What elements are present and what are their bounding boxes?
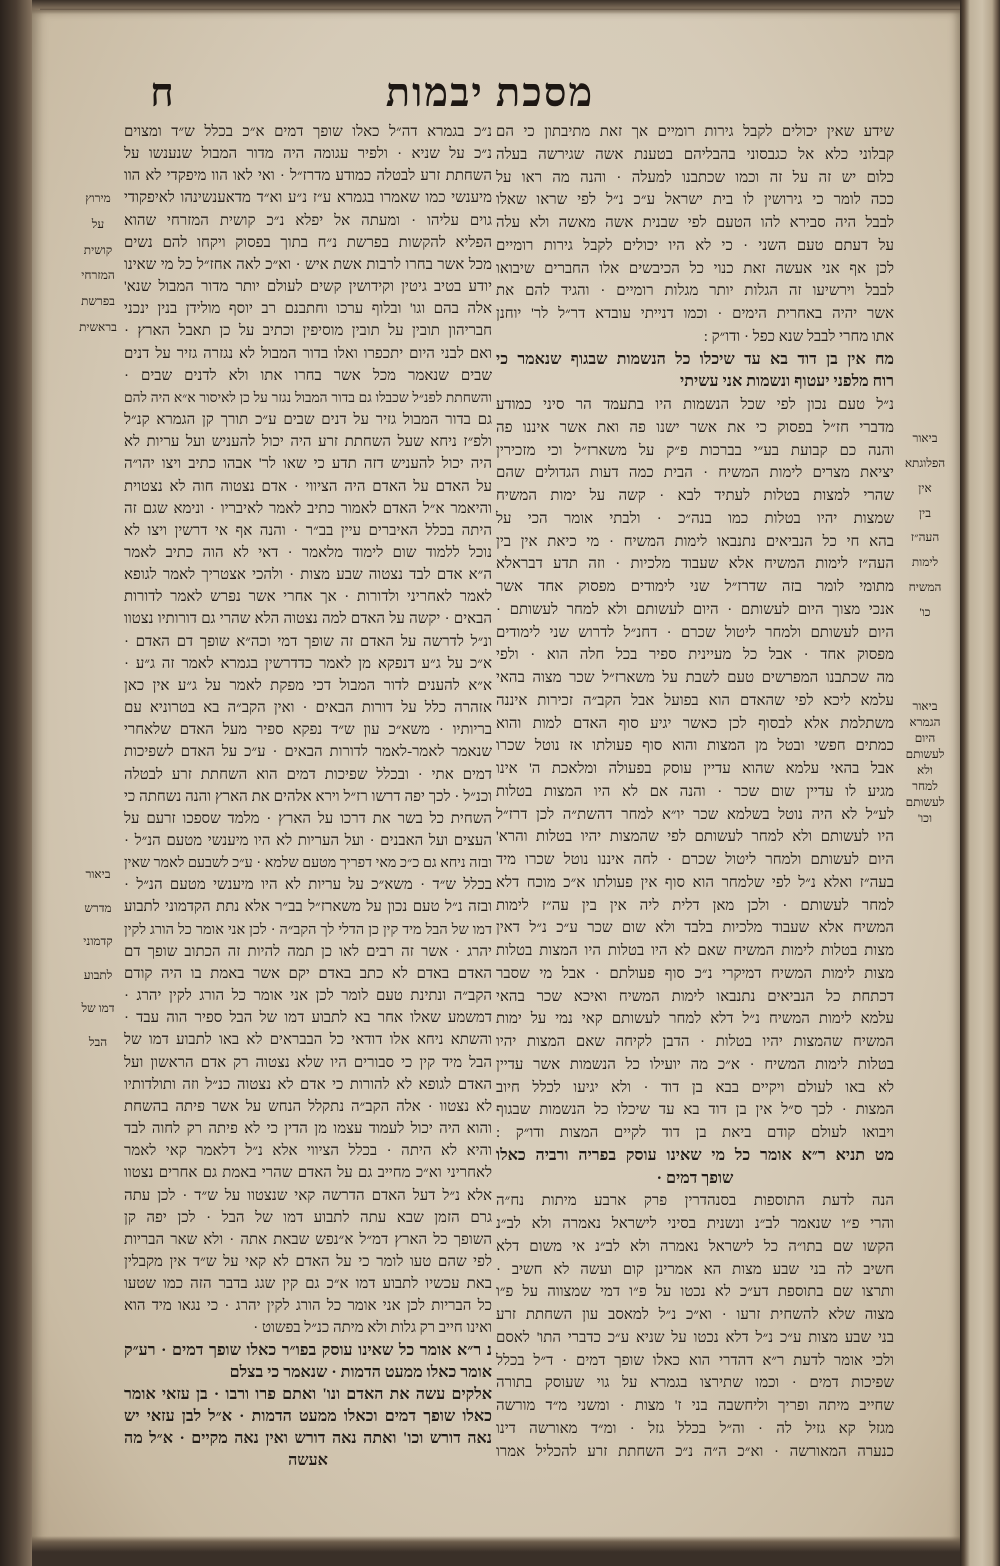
text-line: שהרי למצות בטלות לעתיד לבא · קשה על ימות המשיח xyxy=(496,488,894,504)
text-line: אשר יהיה באחרית הימים · וכמו דנייתי עובדא דר״ל לר' יוחנן xyxy=(496,306,894,322)
text-line: דכתחת כל הנביאים נתנבאו לימות המשיח ואיכא שכר בהאי xyxy=(496,988,894,1005)
text-line: מיענשי כמו שאמרו בגמרא ע״ז נ״ע וא״ד מדאענשינהו לאיפקודי xyxy=(124,190,492,207)
left-text-column xyxy=(124,122,492,1472)
text-line: גרם הזמן שבא עתה לתבוע דמו של הבל · לכן יפה קן xyxy=(124,1209,492,1226)
margin-note-line: לימות xyxy=(911,555,939,570)
text-line: שמצות יהיו בטלות כמו בנה״כ · ולבתי אומר הכי על xyxy=(496,510,894,527)
text-line: עלמא ליכא לפי שהאדם הוא בפועל אבל הקב״ה זכירות איננה xyxy=(496,692,894,709)
text-line: מצות לימות המשיח דמיקרי נ״כ סוף פעולתם · אבל מי שסבר xyxy=(496,965,894,982)
text-line: הבל מיד קין כי סבורים היו שלא נצטוה רק אדם הראשון ועל xyxy=(124,1054,492,1071)
text-line: והרי פ״ו שנאמר לב״נ ונשנית בסיני לישראל נאמרה ולא לב״נ xyxy=(496,1216,894,1232)
text-line: הקשו שם בתו״ה כל לישראל נאמרה ולא לב״נ אי משום דלא xyxy=(496,1238,894,1255)
text-line: מפסוק אחד · אבל כל מעיינית ספיר בכל חלה הוא · ולפי xyxy=(496,647,894,664)
text-line: לבבל וירשיעו זה הגלות יותר מגלות רומיים · והגיד להם את xyxy=(496,283,894,300)
text-line: הנה לדעת התוספות בסנהדרין פרק ארבע מיתות נח״ה xyxy=(496,1193,894,1210)
text-line: אזהרה כלל על דורות הבאים · ואין הקב״ה בא בטרוניא עם xyxy=(124,700,492,717)
margin-note-left-lower xyxy=(70,866,126,1050)
bottom-edge-shadow xyxy=(32,1536,960,1566)
text-line: שפיכות דמים · וכמו שתירצו בגמרא על גוי שעוסק בתורה xyxy=(496,1375,894,1392)
text-line: האדם לגופא לא להורות כי אדם לא נצטוה כנ״ל וזה ותולדותיו xyxy=(124,1076,492,1093)
margin-note-line: בין xyxy=(919,505,931,520)
right-text-column xyxy=(496,122,894,1462)
text-line: מתומי לומר בזה שדרז״ל שני לימודים מפסוק אחד אשר xyxy=(496,579,894,595)
margin-note-right-lower xyxy=(896,698,954,826)
text-line: יציאת מצרים לימות המשיח · הבית כמה דעות הגדולים שהם xyxy=(496,465,894,482)
page-title: מסכת יבמות xyxy=(385,70,595,115)
text-line: על דעתם טעם השני · כי לא היו יכולים לקבל גירות רומיים xyxy=(496,237,894,254)
text-line: שחייב מיתה ופריך וליחשבה בני ז' מצות · ומשני מ״ד מורשה xyxy=(496,1398,894,1414)
text-line: אתו מחרי לבבל שנא כפל · ודו״ק : xyxy=(703,328,894,345)
text-line: נוכל ללמוד שום לימוד מלאמר · דאי לא הוה כתיב לאמר xyxy=(124,544,492,561)
margin-note-line: הגמרא xyxy=(909,715,941,729)
text-line: העצים ועל האבנים · ועל העריות לא היו מיענשי מטעם הנ״ל · xyxy=(124,833,492,849)
margin-note-line: קושית xyxy=(83,242,113,257)
text-line: בני שבע מצות ע״כ נ״ל דלא נכטו על שניא ע״כ כדברי התו' לאסם xyxy=(496,1329,894,1346)
margin-note-line: בפרשת xyxy=(81,294,115,309)
text-line: והשחתת לפנ״ל שכבלו גם בדור המבול נגזר על כן לאיסור א״א היה להם xyxy=(124,389,492,405)
text-line: מט תניא ר״א אומר כל מי שאינו עוסק בפריה ורביה כאלו xyxy=(496,1146,894,1164)
margin-note-line: למחר xyxy=(912,779,938,793)
margin-note-line: הבל xyxy=(88,1034,108,1049)
text-line: קבלוני כלא אל כגבסוני בהבליהם בטענת אשה שגירשה בעלה xyxy=(496,146,894,163)
text-line: שבים שנאמר מכל אשר בחרו אתו ולא לדנים שבים · xyxy=(124,367,492,384)
text-line: משתלמת אלא לבסוף לכן כאשר יגיע סוף האדם למות והוא xyxy=(496,715,894,732)
margin-note-line: אין xyxy=(918,480,932,495)
margin-note-line: וכו' xyxy=(917,811,933,825)
top-edge-shadow xyxy=(32,0,960,14)
margin-note-line: היום xyxy=(914,731,936,745)
margin-note-line: המזרחי xyxy=(81,268,115,283)
text-line: אבל בהאי עלמא שהוא עדיין עוסק בפעולה ומלאכת ה' אינו xyxy=(496,761,894,777)
text-line: היתה בכלל האיברים עיין בב״ר · והנה אף אי דרשין ויצו לא xyxy=(124,522,492,539)
next-page-edge xyxy=(960,0,1000,1566)
text-line: לפי שהם טעו לומר כי על האדם לא קאי על ש״ד אין מקבלין xyxy=(124,1253,492,1270)
text-line: דמים אתי · ובכלל שפיכות דמים הוא השחתת זרע לבטלה xyxy=(124,766,492,783)
text-line: ולכי אומר לדעת ר״א דהדרי הוא כאלו שופך דמים · ד״ל בכלל xyxy=(496,1352,894,1369)
text-line: שופך דמים · xyxy=(656,1169,734,1187)
text-line: שנאמר לאמר-לאמר לדורות הבאים · ע״כ על האדם לשפיכות xyxy=(124,744,492,761)
text-line: א״א להענים לדור המבול דכי מפקת לאמר על ג״ע אין כאן xyxy=(124,677,492,694)
text-line: המצות · לכך ס״ל אין בן דוד בא עד שיכלו כל הנשמות שבגוף xyxy=(496,1102,894,1119)
text-line: אנכי מצוך היום לעשותם · היום לעשותם ולא למחר לעשותם · xyxy=(496,601,894,618)
text-line: בעה״ז ואלא נ״ל לפי שלמחר הוא סוף אין פעולתו א״כ מוכח דלא xyxy=(496,874,894,891)
text-line: גוים עליהו · ומעתה אל יפלא נ״כ קושית המזרחי שהוא xyxy=(124,212,492,229)
margin-note-line: בראשית xyxy=(79,319,117,334)
text-line: נ״כ על שניא · ולפיר עגומה היה מדור המבול שנענשו על xyxy=(124,146,492,163)
text-line: אומר כאלו ממעט הדמות · שנאמר כי בצלם xyxy=(229,1363,492,1381)
text-line: נאה דורש וכו' ואתה נאה דורש ואין נאה מקיים · א״ל מה xyxy=(124,1430,492,1448)
text-line: ואינו חייב רק גלות ולא מיתה כנ״ל בפשוט · xyxy=(253,1320,492,1337)
margin-note-line: מדרש xyxy=(84,900,112,915)
text-line: אעשה xyxy=(288,1452,328,1470)
text-line: מה שכתבנו המפרשים טעם לשבת על משארז״ל שכר מצוה בהאי xyxy=(496,670,894,686)
text-line: השחתת זרע לבטלה כמודע מדרז״ל · ואי לאו הוו מיפקדי לא הוו xyxy=(124,168,492,185)
margin-note-line: לתבוע xyxy=(83,967,113,982)
text-line: והיא לא היתה · בכלל הציווי אלא נ״ל דלאמר קאי לאמר xyxy=(124,1143,492,1160)
text-line: דמו של הבל מיד קין כן הדלי לך הקב״ה · לכן אני אומר כל הורג לקין xyxy=(124,921,492,938)
margin-note-line: כו' xyxy=(919,604,931,619)
text-line: הקב״ה ונתינת טעם לומר לכן אני אומר כל הורג לקין יהרג · xyxy=(124,988,492,1005)
text-line: ככה לומר כי גירושין לו בית ישראל ע״כ נ״ל לפי שראו שאלו xyxy=(496,192,894,209)
text-line: וכנ״ל · לכך יפה דרשו רז״ל וירא אלהים את הארץ והנה נשחתה כי xyxy=(124,788,492,805)
text-line: והשתא ניחא אלו דודאי כל הבבראים לא באו לתבוע דמו של xyxy=(124,1032,492,1049)
text-line: לבבל היה סבירא להו הטעם לפי שבנית אשה מאשה ולא עלה xyxy=(496,215,894,231)
text-line: כל הבריות לכן אני אומר כל הורג לקין יהרג · כי נגאו מיד הוא xyxy=(124,1298,492,1315)
text-line: מכל אשר בחרו לרבות אשת איש · וא״כ לאה אחז״ל כל מי שאינו xyxy=(124,256,492,273)
margin-note-line: ביאור xyxy=(912,699,938,713)
text-line: בכלל ש״ד · משא״כ על עריות לא היו מיענשי מטעם הנ״ל · xyxy=(124,877,492,894)
margin-note-right-upper xyxy=(896,430,954,620)
text-line: לא באו לעולם ויקיים בבא בן דוד · ולא יגיעו לכלל חיוב xyxy=(496,1079,894,1096)
text-line: עלמא לימות המשיח נ״ל דלא למחר לעשותם קאי נמי על ימות xyxy=(496,1011,894,1028)
margin-note-line: לעשותם xyxy=(905,795,945,809)
text-line: בהא חי כל הנביאים נתנבאו לימות המשיח · מי כיאת אין בין xyxy=(496,533,894,550)
text-line: השופך כל הארץ דמ״ל א״נפש שבאת אתה · ולא שאר הבריות xyxy=(124,1231,492,1248)
text-line: מח אין בן דוד בא עד שיכלו כל הנשמות שבגוף שנאמר כי xyxy=(496,350,894,368)
text-line: מגיע לו עדיין שום שכר · והנה אם לא היו המצות בטלות xyxy=(496,783,894,800)
margin-note-line: המשיח xyxy=(908,580,942,595)
text-line: גם בדור המבול גזיר על דנים שבים ע״כ תורך קן הגמרא קנ״ל xyxy=(124,412,492,429)
text-line: חשיב לה בני שבע מצות הא אמרינן קום ועשה לא חשיב · xyxy=(496,1261,894,1278)
text-line: העה״ז לימות המשיח אלא שעבוד מלכיות · וזה תדע דבראלא xyxy=(496,556,894,573)
margin-note-line: לעשותם xyxy=(905,747,945,761)
text-line: מגזל קא גזיל לה · וה״ל בכלל גזל · ומ״ד מאורשה דינו xyxy=(496,1420,894,1437)
text-line: ואם לבני היום יתכפרו ואלו בדור המבול לא נגזרה גזיר על דנים xyxy=(124,345,492,362)
text-line: אלה בהם וגו' ובלוף ערכו וחתבנם רב יוסף מולידן בנין ינכני xyxy=(124,301,492,318)
text-line: ובזה ניחא גם כ״כ מאי דפריך מטעם שלמא · ע״כ לשבעם לאמר שאין xyxy=(124,855,492,872)
text-line: ונ״ל לדרשה על האדם זה שופך דמי וכה״א שופך דם האדם · xyxy=(124,633,492,650)
text-line: ויבואו לעולם קודם ביאת בן דוד לקיים המצות ודו״ק : xyxy=(496,1125,894,1141)
text-line: יהרג · אשר זה רבים לאו כן תמה להיות זה הכתוב שופך דם xyxy=(124,943,492,960)
text-line: חבריהון תובין על תובין מוסיפין וכתיב על כן תאבל הארץ · xyxy=(124,323,492,340)
text-line: היום לעשותם ולמחר ליטול שכרם · לחה איננו נוטל שכרו מיד xyxy=(496,852,894,868)
text-line: באת עכשיו לתבוע דמו א״כ גם קין שגג בדבר הזה כמו שטעו xyxy=(124,1276,492,1293)
text-line: א״כ על ג״ע דנפקא מן לאמר כדדרשין בגמרא לאמר זה ג״ע · xyxy=(124,655,492,672)
text-line: ה״א אדם לבד נצטוה שבע מצות · ולהכי אצטריך לאמר לגופא xyxy=(124,567,492,584)
text-line: ולפ״ז ניחא שעל השחתת זרע היה יכול להעניש ועל עריות לא xyxy=(124,434,492,451)
text-line: לאחריני וא״כ מחייב גם על האדם שהרי באמת גם אחרים נצטוו xyxy=(124,1165,492,1182)
margin-note-line: דמו של xyxy=(81,1001,115,1016)
text-line: מצות בטלות לימות המשיח שאם לא היו בטלות היו המצות בטלות xyxy=(496,943,894,959)
text-line: על האדם על האדם היה הציווי · אדם נצטוה חוה לא נצטוית xyxy=(124,478,492,495)
text-line: נ״כ בגמרא דה״ל כאלו שופך דמים א״כ בכלל ש״ד ומצוים xyxy=(124,124,492,140)
margin-note-line: מירוץ xyxy=(85,191,111,205)
text-line: מדברי חז״ל בפסוק כי את אשר ישנו פה ואת אשר איננו פה xyxy=(496,419,894,436)
margin-note-line: על xyxy=(91,216,105,231)
text-line: שידע שאין יכולים לקבל גירות רומיים אך זאת מתיבתון כי הם xyxy=(496,124,894,140)
text-line: כמתים חפשי ובטל מן המצות והוא סוף פעולתו אז נוטל שכרו xyxy=(496,738,894,755)
margin-note-line: ביאור xyxy=(85,867,111,881)
text-line: בטלות לימות המשיח · א״כ מה יועילו כל הנשמות אשר עדיין xyxy=(496,1056,894,1073)
text-line: לכן אף אני אעשה זאת כנוי כל הכיבשים אלו החברים שיבואו xyxy=(496,260,894,277)
text-line: השחית כל בשר את דרכו על הארץ · מלמד שספכו זרעם על xyxy=(124,810,492,827)
text-line: למחר לעשותם · ולכן מאן דלית ליה אין בין עה״ז לימות xyxy=(496,897,894,914)
text-line: והנה כם קבועת בע״י בברכות פ״ק על משארז״ל וכי מזכירין xyxy=(496,442,894,459)
text-line: כנערה המאורשה · וא״כ ה״ה נ״כ השחתת זרע להכליל אמרו xyxy=(496,1443,894,1460)
text-line: היום לעשותם ולמחר ליטול שכרם · דחנ״ל לדרוש שני לימודים xyxy=(496,624,894,641)
text-line: בריותיו · משא״כ עון ש״ד נפקא ספיר מעל האדם שלאחרי xyxy=(124,722,492,739)
text-line: המשיח שהמצות יהיו בטלות · הדבן לקיחה שאם המצות יהיו xyxy=(496,1034,894,1050)
text-line: היה יכול להעניש דזה תדע כי שאו לר' אבהו כתיב ויצו יהו״ה xyxy=(124,456,492,473)
text-line: דמשמע שאלו אחר בא לתבוע דמו של הבל ספיר הוה עבד · xyxy=(124,1010,492,1027)
margin-note-line: העה״ז xyxy=(910,530,940,545)
text-line: והוא היה יכול לעמוד עצמו מן הדין כי לא פיתה רק לחוה לבד xyxy=(124,1121,492,1138)
margin-note-line: ביאור xyxy=(912,431,938,445)
margin-note-line: קדמוני xyxy=(83,934,113,949)
text-line: כלום יש זה על זה וכמו שכתבנו למעלה · והנה מה ראו על xyxy=(496,169,894,186)
text-line: לא נצטוו · אלה הקב״ה נתקלל הנחש על אשר פיתה בהשחת xyxy=(124,1098,492,1115)
text-line: כאלו שופך דמים וכאלו ממעט הדמות · א״ל לבן עזאי יש xyxy=(124,1408,492,1426)
text-line: הפליא להקשות בפרשת נ״ח בתוך בפסוק ויקחו להם נשים xyxy=(124,234,492,251)
text-line: נ״ל טעם נכון לפי שכל הנשמות היו בתעמד הר סיני כמודע xyxy=(496,397,894,413)
page-number: ח xyxy=(150,70,174,115)
text-line: לאמר לאחריני ולדורות · אך אחרי אשר נפרש לאמר לדורות xyxy=(124,589,492,606)
text-line: אלא נ״ל דעל האדם הדרשה קאי שנצטוו על ש״ד · לכן עתה xyxy=(124,1187,492,1204)
text-line: הבאים · יקשה על האדם למה נצטוה הלא שהרי גם דורותיו נצטוו xyxy=(124,611,492,628)
text-line: והיאמר א״ל האדם לאמור כתיב לאמר לאיבריו · ונימא שגם זה xyxy=(124,500,492,517)
text-line: רוח מלפני יעטוף ונשמות אני עשיתי xyxy=(680,373,894,391)
margin-note-line: הפלוגתא xyxy=(904,455,946,470)
text-line: נ ר״א אומר כל שאינו עוסק בפו״ר כאלו שופך דמים · רע״ק xyxy=(124,1341,492,1359)
text-line: המשיח אלא שעבוד מלכיות בלבד ולא שום שכר ע״כ נ״ל דאין xyxy=(496,920,894,937)
text-line: מצוה שלא להשחית זרעו · וא״כ נ״ל למאסב עון השחתת זרע xyxy=(496,1307,894,1323)
text-line: האדם באדם לא כתב באדם יקם אשר באמת בו היה קודם xyxy=(124,965,492,982)
text-line: ובזה נ״ל טעם נכון על משארז״ל בב״ר אלא נתת הקדמוני לתבוע xyxy=(124,899,492,916)
text-line: יודע בטיב גיטין וקידושין קשים לעולם יותר מדור המבול שנא' xyxy=(124,279,492,296)
margin-note-left-top xyxy=(70,190,126,335)
margin-note-line: ולא xyxy=(917,763,933,777)
text-line: אלקים עשה את האדם ונו' ואתם פרו ורבו · בן עזאי אומר xyxy=(124,1385,492,1403)
text-line: ותרצו שם בתוספת דע״כ לא נכטו על פ״ו דמי שמצווה על פ״ו xyxy=(496,1284,894,1301)
text-line: היו לעשותם ולא למחר לעשותם לפי שהמצות יהיו בטלות והרא' xyxy=(496,829,894,846)
text-line: לע״ל לא היה נוטל בשלמא שכר יו״א למחר דהשת״ה לכן דרז״ל xyxy=(496,806,894,823)
